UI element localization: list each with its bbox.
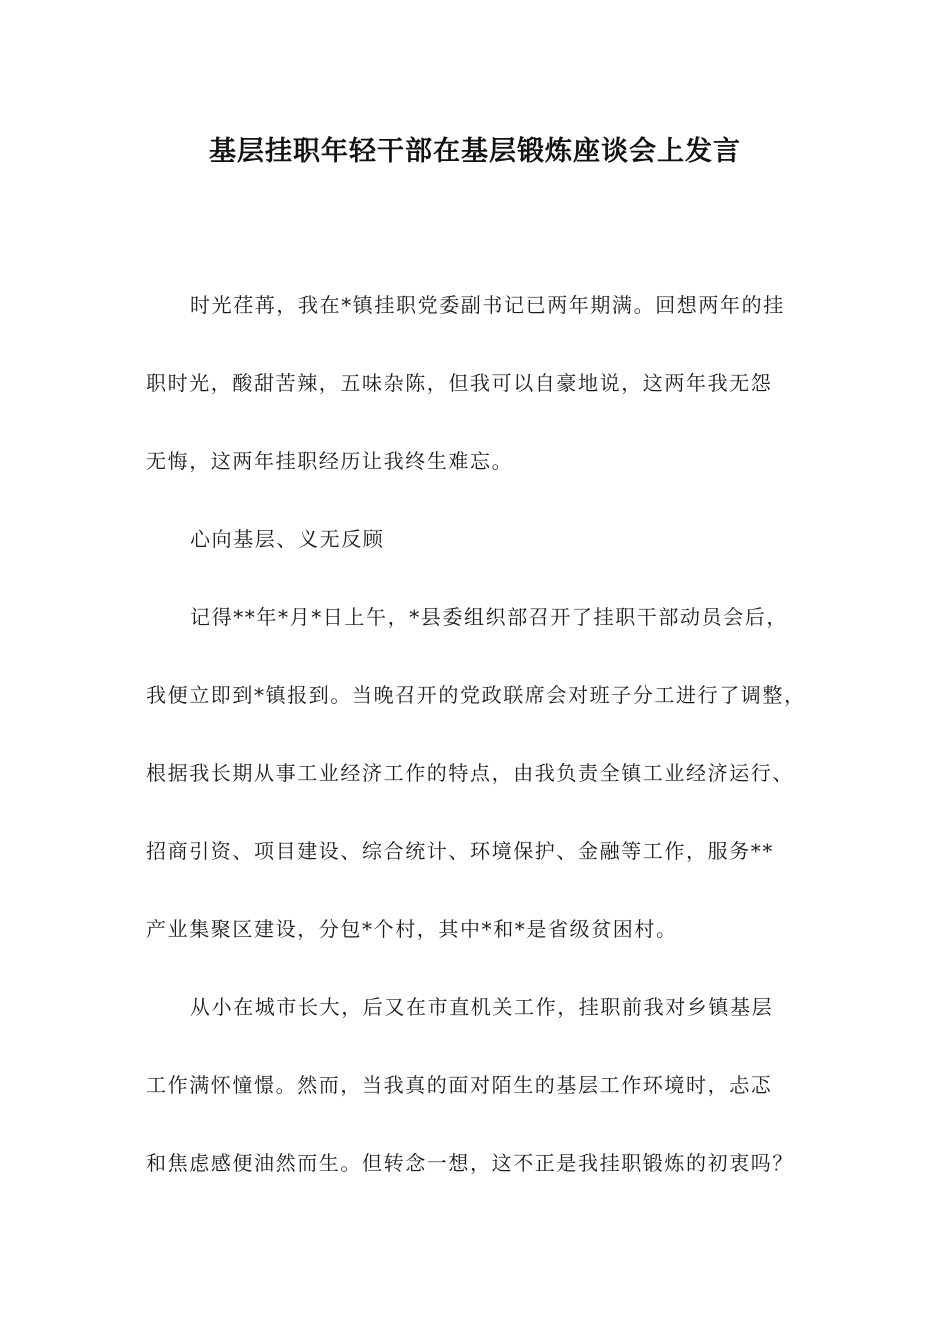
paragraph-intro: [146, 280, 818, 487]
text-line: 工作满怀憧憬。然而，当我真的面对陌生的基层工作环境时，忐忑: [146, 1073, 773, 1097]
text-line: 根据我长期从事工业经济工作的特点，由我负责全镇工业经济运行、: [146, 761, 794, 785]
text-line: 产业集聚区建设，分包*个村，其中*和*是省级贫困村。: [146, 917, 678, 941]
document-title: 基层挂职年轻干部在基层锻炼座谈会上发言: [209, 136, 741, 167]
text-line: 从小在城市长大，后又在市直机关工作，挂职前我对乡镇基层: [190, 995, 774, 1019]
text-line: 无悔，这两年挂职经历让我终生难忘。: [146, 449, 514, 473]
section-heading: [146, 514, 818, 565]
section-heading-text: 心向基层、义无反顾: [190, 527, 385, 551]
text-line: 和焦虑感便油然而生。但转念一想，这不正是我挂职锻炼的初衷吗？: [146, 1151, 794, 1175]
paragraph-reflection: [146, 982, 818, 1189]
document-body: [146, 280, 818, 1191]
text-line: 记得**年*月*日上午，*县委组织部召开了挂职干部动员会后，: [190, 605, 788, 629]
text-line: 时光荏苒，我在*镇挂职党委副书记已两年期满。回想两年的挂: [190, 293, 785, 317]
text-line: 招商引资、项目建设、综合统计、环境保护、金融等工作，服务**: [146, 839, 774, 863]
text-line: 职时光，酸甜苦辣，五味杂陈，但我可以自豪地说，这两年我无怨: [146, 371, 773, 395]
paragraph-report: [146, 592, 818, 955]
text-line: 我便立即到*镇报到。当晚召开的党政联席会对班子分工进行了调整，: [146, 683, 806, 707]
